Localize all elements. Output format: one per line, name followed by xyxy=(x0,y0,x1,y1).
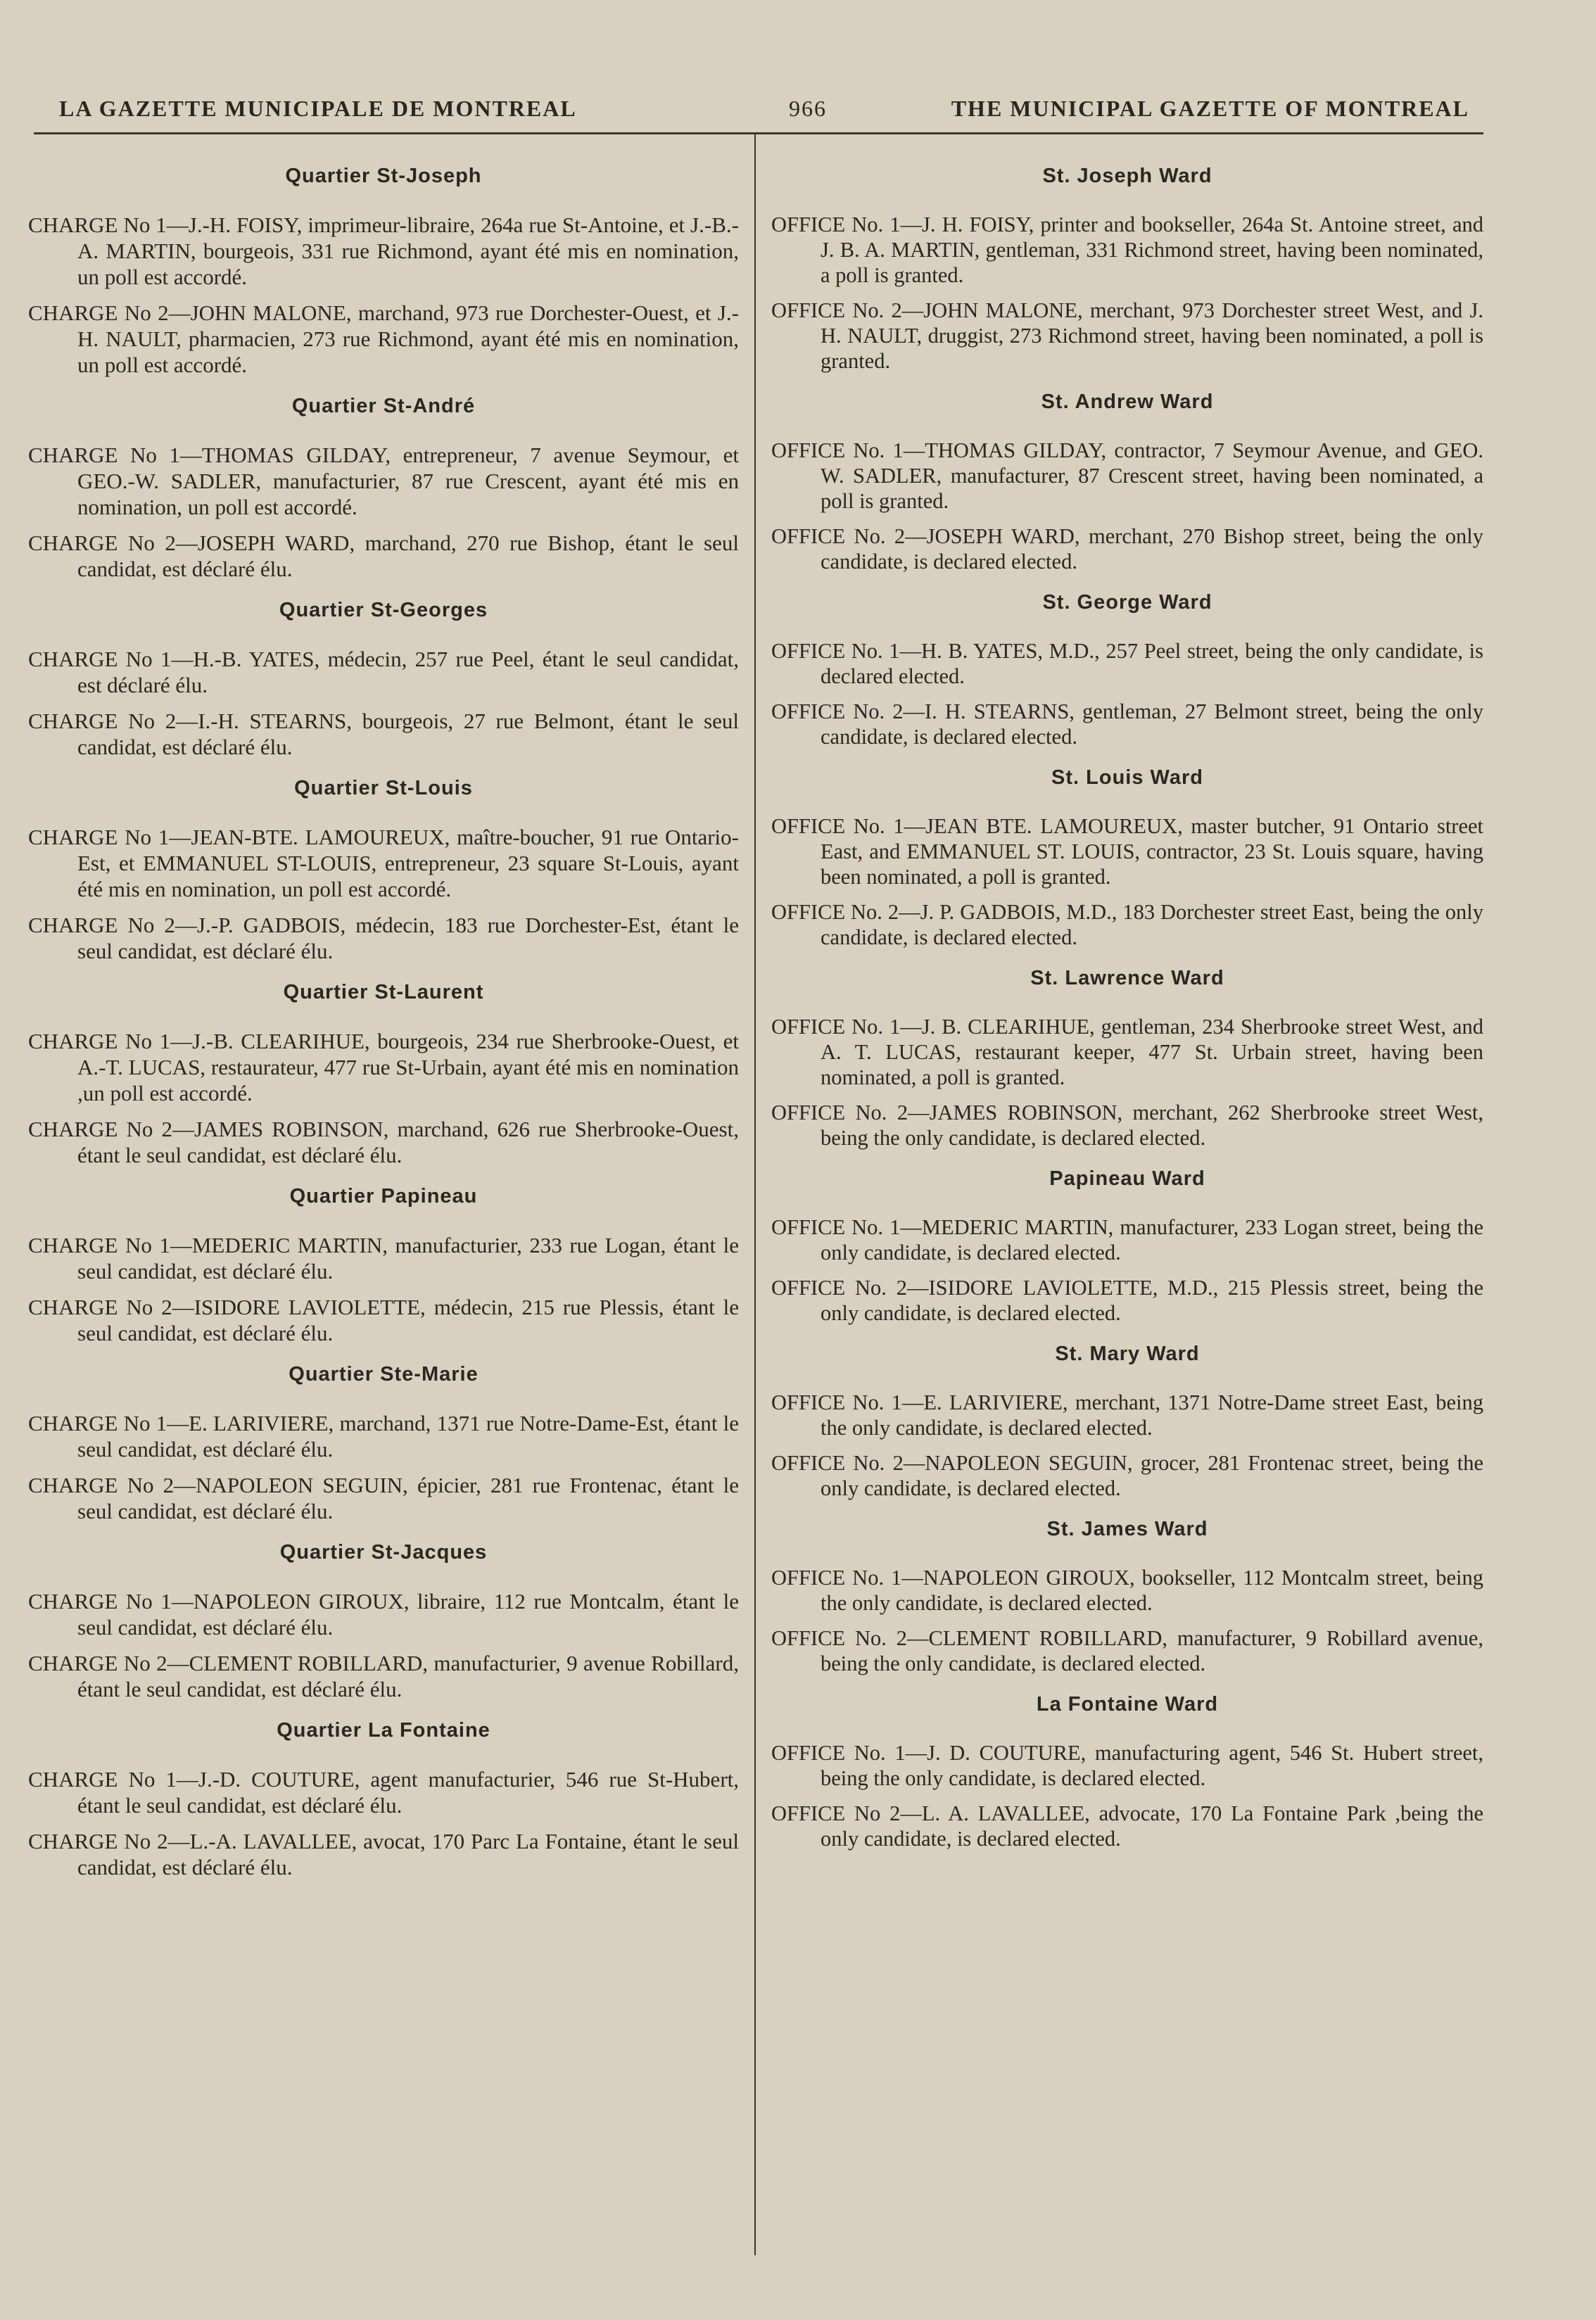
office-entry: OFFICE No. 1—J. H. FOISY, printer and bookseller, 264a St. Antoine street, and J. B. A. MARTIN, gentleman, 331 Richmond street, having been nominated, a poll is granted. xyxy=(771,213,1483,287)
office-entry: CHARGE No 2—NAPOLEON SEGUIN, épicier, 281 rue Frontenac, étant le seul candidat, est déclaré élu. xyxy=(28,1473,739,1523)
office-entry: OFFICE No. 1—NAPOLEON GIROUX, bookseller, 112 Montcalm street, being the only candidate, is declared elected. xyxy=(771,1566,1483,1615)
ward-title: Quartier St-Jacques xyxy=(279,1541,488,1564)
ward-section xyxy=(28,599,739,760)
french-column xyxy=(28,148,739,1891)
ward-title: Quartier St-Laurent xyxy=(283,981,484,1003)
ward-section xyxy=(771,591,1483,749)
ward-title: Quartier Ste-Marie xyxy=(289,1363,479,1386)
office-entry: CHARGE No 1—MEDERIC MARTIN, manufacturier, 233 rue Logan, étant le seul candidat, est déclaré élu. xyxy=(28,1233,739,1283)
ward-section xyxy=(771,1343,1483,1501)
office-entry: OFFICE No. 1—J. D. COUTURE, manufacturing agent, 546 St. Hubert street, being the only candidate, is declared elected. xyxy=(771,1741,1483,1790)
ward-title: St. Mary Ward xyxy=(1055,1343,1200,1365)
ward-section xyxy=(28,165,739,378)
ward-section xyxy=(28,777,739,964)
office-entry: CHARGE No 2—JAMES ROBINSON, marchand, 626 rue Sherbrooke-Ouest, étant le seul candidat, est déclaré élu. xyxy=(28,1117,739,1167)
office-entry: OFFICE No. 2—JOHN MALONE, merchant, 973 Dorchester street West, and J. H. NAULT, druggist, 273 Richmond street, having been nominated, a poll is granted. xyxy=(771,298,1483,373)
ward-title: St. George Ward xyxy=(1042,591,1212,614)
ward-section xyxy=(771,766,1483,950)
office-entry: CHARGE No 2—JOSEPH WARD, marchand, 270 rue Bishop, étant le seul candidat, est déclaré élu. xyxy=(28,531,739,581)
ward-section xyxy=(28,1719,739,1880)
ward-title: St. James Ward xyxy=(1046,1518,1208,1540)
ward-title: Quartier St-Georges xyxy=(279,599,488,621)
office-entry: CHARGE No 1—H.-B. YATES, médecin, 257 rue Peel, étant le seul candidat, est déclaré élu. xyxy=(28,647,739,697)
ward-section xyxy=(28,1185,739,1346)
office-entry: OFFICE No. 2—ISIDORE LAVIOLETTE, M.D., 215 Plessis street, being the only candidate, is declared elected. xyxy=(771,1276,1483,1325)
ward-section xyxy=(771,165,1483,374)
office-entry: OFFICE No. 2—JAMES ROBINSON, merchant, 262 Sherbrooke street West, being the only candidate, is declared elected. xyxy=(771,1101,1483,1150)
page-number: 966 xyxy=(789,96,827,121)
ward-section xyxy=(28,1363,739,1524)
ward-title: Quartier St-Joseph xyxy=(285,165,482,187)
ward-title: Papineau Ward xyxy=(1049,1167,1205,1190)
ward-title: Quartier St-Louis xyxy=(294,777,473,799)
ward-title: St. Joseph Ward xyxy=(1042,165,1212,187)
ward-title: St. Andrew Ward xyxy=(1041,391,1214,413)
office-entry: CHARGE No 2—ISIDORE LAVIOLETTE, médecin, 215 rue Plessis, étant le seul candidat, est déclaré élu. xyxy=(28,1295,739,1345)
office-entry: OFFICE No. 1—JEAN BTE. LAMOUREUX, master butcher, 91 Ontario street East, and EMMANUEL ST. LOUIS, contractor, 23 St. Louis square, having been nominated, a poll is granted. xyxy=(771,814,1483,889)
english-column xyxy=(771,148,1483,1865)
office-entry: OFFICE No. 1—H. B. YATES, M.D., 257 Peel street, being the only candidate, is declared elected. xyxy=(771,639,1483,688)
ward-section xyxy=(771,967,1483,1151)
office-entry: OFFICE No. 2—J. P. GADBOIS, M.D., 183 Dorchester street East, being the only candidate, is declared elected. xyxy=(771,900,1483,949)
office-entry: OFFICE No. 1—MEDERIC MARTIN, manufacturer, 233 Logan street, being the only candidate, is declared elected. xyxy=(771,1215,1483,1264)
office-entry: CHARGE No 2—I.-H. STEARNS, bourgeois, 27 rue Belmont, étant le seul candidat, est déclaré élu. xyxy=(28,709,739,759)
office-entry: OFFICE No. 2—I. H. STEARNS, gentleman, 27 Belmont street, being the only candidate, is declared elected. xyxy=(771,699,1483,749)
page-header xyxy=(34,90,1483,134)
office-entry: CHARGE No 1—J.-D. COUTURE, agent manufacturier, 546 rue St-Hubert, étant le seul candidat, est déclaré élu. xyxy=(28,1767,739,1818)
office-entry: OFFICE No. 1—THOMAS GILDAY, contractor, 7 Seymour Avenue, and GEO. W. SADLER, manufacturer, 87 Crescent street, having been nominated, a poll is granted. xyxy=(771,438,1483,513)
header-french-title: LA GAZETTE MUNICIPALE DE MONTREAL xyxy=(59,96,577,121)
ward-section xyxy=(771,391,1483,574)
ward-title: La Fontaine Ward xyxy=(1036,1693,1219,1716)
office-entry: CHARGE No 2—CLEMENT ROBILLARD, manufacturier, 9 avenue Robillard, étant le seul candidat, est déclaré élu. xyxy=(28,1651,739,1701)
ward-section xyxy=(28,1541,739,1702)
office-entry: CHARGE No 1—J.-H. FOISY, imprimeur-libraire, 264a rue St-Antoine, et J.-B.-A. MARTIN, bourgeois, 331 rue Richmond, ayant été mis en nomination, un poll est accordé. xyxy=(28,213,739,289)
ward-title: St. Louis Ward xyxy=(1051,766,1203,789)
office-entry: OFFICE No. 2—NAPOLEON SEGUIN, grocer, 281 Frontenac street, being the only candidate, is declared elected. xyxy=(771,1451,1483,1500)
office-entry: OFFICE No. 1—E. LARIVIERE, merchant, 1371 Notre-Dame street East, being the only candidate, is declared elected. xyxy=(771,1390,1483,1440)
ward-title: St. Lawrence Ward xyxy=(1030,967,1224,989)
office-entry: OFFICE No. 2—CLEMENT ROBILLARD, manufacturer, 9 Robillard avenue, being the only candidate, is declared elected. xyxy=(771,1626,1483,1675)
ward-section xyxy=(28,395,739,582)
office-entry: CHARGE No 1—J.-B. CLEARIHUE, bourgeois, 234 rue Sherbrooke-Ouest, et A.-T. LUCAS, restaurateur, 477 rue St-Urbain, ayant été mis en nomination ,un poll est accordé. xyxy=(28,1029,739,1105)
header-english-title: THE MUNICIPAL GAZETTE OF MONTREAL xyxy=(951,96,1469,121)
office-entry: OFFICE No. 1—J. B. CLEARIHUE, gentleman, 234 Sherbrooke street West, and A. T. LUCAS, restaurant keeper, 477 St. Urbain street, having been nominated, a poll is granted. xyxy=(771,1015,1483,1089)
ward-title: Quartier St-André xyxy=(291,395,476,417)
column-divider xyxy=(754,134,756,2255)
ward-section xyxy=(771,1518,1483,1676)
office-entry: CHARGE No 1—NAPOLEON GIROUX, libraire, 112 rue Montcalm, étant le seul candidat, est déclaré élu. xyxy=(28,1589,739,1640)
office-entry: CHARGE No 1—JEAN-BTE. LAMOUREUX, maître-boucher, 91 rue Ontario-Est, et EMMANUEL ST-LOUIS, entrepreneur, 23 square St-Louis, ayant été mis en nomination, un poll est accordé. xyxy=(28,825,739,901)
office-entry: OFFICE No 2—L. A. LAVALLEE, advocate, 170 La Fontaine Park ,being the only candidate, is declared elected. xyxy=(771,1801,1483,1851)
ward-section xyxy=(771,1693,1483,1851)
office-entry: CHARGE No 1—E. LARIVIERE, marchand, 1371 rue Notre-Dame-Est, étant le seul candidat, est déclaré élu. xyxy=(28,1411,739,1462)
office-entry: CHARGE No 2—JOHN MALONE, marchand, 973 rue Dorchester-Ouest, et J.-H. NAULT, pharmacien, 273 rue Richmond, ayant été mis en nomination, un poll est accordé. xyxy=(28,300,739,377)
office-entry: CHARGE No 2—L.-A. LAVALLEE, avocat, 170 Parc La Fontaine, étant le seul candidat, est déclaré élu. xyxy=(28,1829,739,1880)
office-entry: OFFICE No. 2—JOSEPH WARD, merchant, 270 Bishop street, being the only candidate, is declared elected. xyxy=(771,524,1483,573)
ward-section xyxy=(28,981,739,1168)
ward-section xyxy=(771,1167,1483,1326)
ward-title: Quartier La Fontaine xyxy=(277,1719,490,1742)
office-entry: CHARGE No 2—J.-P. GADBOIS, médecin, 183 rue Dorchester-Est, étant le seul candidat, est déclaré élu. xyxy=(28,913,739,963)
office-entry: CHARGE No 1—THOMAS GILDAY, entrepreneur, 7 avenue Seymour, et GEO.-W. SADLER, manufacturier, 87 rue Crescent, ayant été mis en nomination, un poll est accordé. xyxy=(28,443,739,519)
ward-title: Quartier Papineau xyxy=(289,1185,478,1207)
